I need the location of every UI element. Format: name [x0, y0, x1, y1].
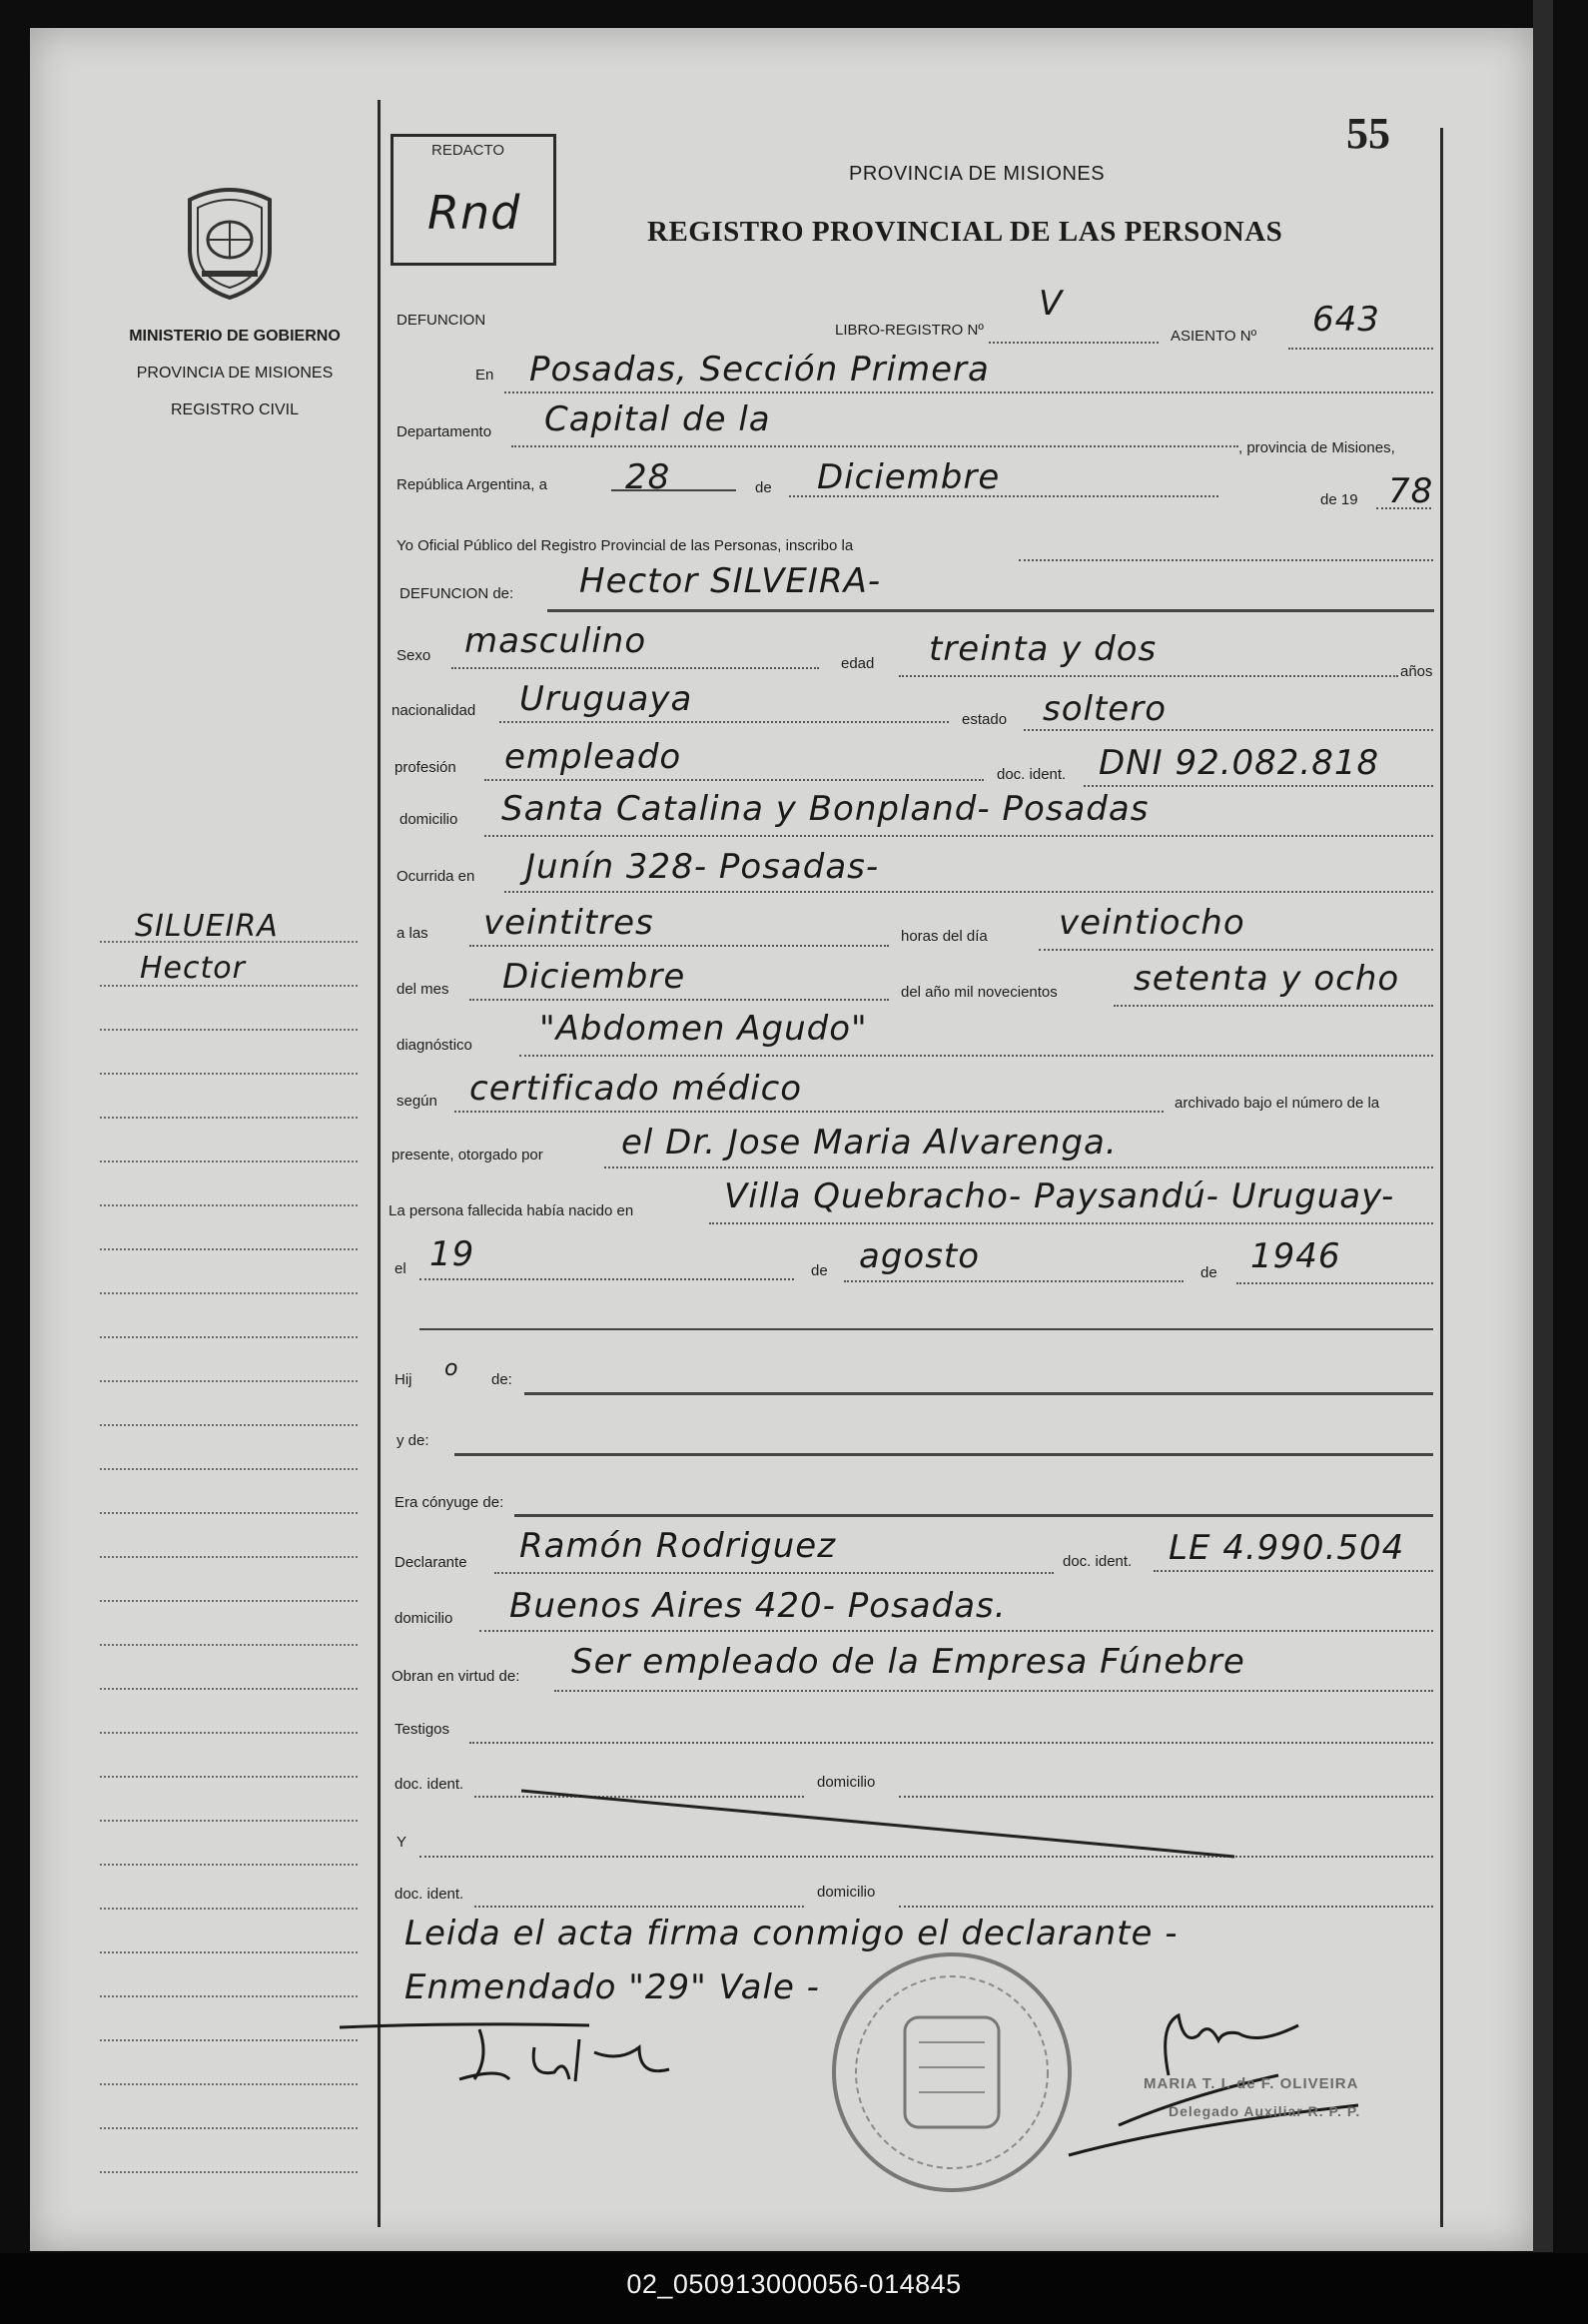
label-testigo1-doc: doc. ident.: [395, 1776, 464, 1793]
line-sexo: [451, 667, 819, 669]
value-del-ano: setenta y ocho: [1134, 959, 1400, 999]
line-doc-ident: [1084, 785, 1433, 787]
book-edge: [1533, 0, 1553, 2252]
label-en: En: [475, 367, 494, 384]
line-segun: [454, 1111, 1164, 1113]
label-nacido-en: La persona fallecida había nacido en: [389, 1202, 634, 1219]
label-hij: Hij: [395, 1371, 412, 1388]
line-mes: [789, 495, 1218, 497]
official-title: Delegado Auxiliar R. P. P.: [1169, 2103, 1361, 2119]
line-asiento: [1288, 348, 1433, 350]
line-ocurrida-en: [504, 891, 1433, 893]
label-nacionalidad: nacionalidad: [392, 702, 476, 719]
label-de-19: de 19: [1320, 491, 1358, 508]
label-de-mes: de: [755, 479, 772, 496]
label-profesion: profesión: [395, 759, 456, 776]
value-nacido-en: Villa Quebracho- Paysandú- Uruguay-: [724, 1176, 1395, 1216]
line-otorgado-por: [604, 1166, 1433, 1168]
label-provincia-misiones: , provincia de Misiones,: [1238, 439, 1395, 456]
header-registry: REGISTRO PROVINCIAL DE LAS PERSONAS: [647, 216, 1283, 248]
label-yo-oficial: Yo Oficial Público del Registro Provincial de las Personas, inscribo la: [397, 537, 854, 554]
value-declarante-domicilio: Buenos Aires 420- Posadas.: [509, 1586, 1007, 1626]
label-defuncion-de: DEFUNCION de:: [399, 585, 514, 602]
value-edad: treinta y dos: [929, 629, 1158, 669]
value-nac-mes: agosto: [859, 1236, 981, 1276]
line-declarante-doc: [1154, 1570, 1433, 1572]
label-conyuge: Era cónyuge de:: [395, 1494, 504, 1511]
label-declarante: Declarante: [395, 1554, 467, 1571]
header-province: PROVINCIA DE MISIONES: [849, 163, 1106, 185]
label-presente: presente, otorgado por: [392, 1147, 543, 1163]
label-testigo2-domicilio: domicilio: [817, 1884, 876, 1901]
line-edad: [899, 675, 1398, 677]
line-testigo2-domicilio: [899, 1906, 1433, 1908]
line-testigos: [469, 1742, 1433, 1744]
line-nac-dia: [419, 1278, 794, 1280]
label-sexo: Sexo: [397, 647, 431, 664]
label-testigo1-domicilio: domicilio: [817, 1774, 876, 1791]
label-ocurrida-en: Ocurrida en: [397, 868, 475, 885]
line-dia: [611, 489, 736, 491]
value-otorgado-por: el Dr. Jose Maria Alvarenga.: [621, 1123, 1118, 1162]
line-libro: [989, 342, 1159, 344]
line-nac-mes: [844, 1280, 1184, 1282]
value-mes: Diciembre: [817, 457, 1001, 497]
value-defuncion-de: Hector SILVEIRA-: [579, 561, 882, 601]
label-libro: LIBRO-REGISTRO Nº: [835, 322, 984, 339]
line-a-las: [469, 945, 889, 947]
value-domicilio: Santa Catalina y Bonpland- Posadas: [501, 789, 1150, 829]
value-segun: certificado médico: [469, 1069, 803, 1109]
label-departamento: Departamento: [397, 423, 492, 440]
line-ano: [1376, 507, 1431, 509]
label-horas-del-dia: horas del día: [901, 928, 988, 945]
official-round-stamp: [827, 1947, 1077, 2197]
value-diagnostico: "Abdomen Agudo": [539, 1009, 868, 1049]
value-nac-dia: 19: [429, 1234, 475, 1274]
label-a-las: a las: [397, 925, 428, 942]
value-libro: V: [1039, 284, 1064, 324]
value-nac-ano: 1946: [1250, 1236, 1341, 1276]
value-a-las: veintitres: [483, 903, 654, 943]
value-profesion: empleado: [504, 737, 682, 777]
ministry-block: [110, 318, 360, 428]
value-declarante-doc: LE 4.990.504: [1169, 1528, 1405, 1568]
line-horas-del-dia: [1039, 949, 1433, 951]
ministry-line-1: MINISTERIO DE GOBIERNO: [129, 328, 341, 345]
ministry-line-3: REGISTRO CIVIL: [170, 401, 300, 418]
value-ano: 78: [1388, 471, 1434, 511]
value-ocurrida-en: Junín 328- Posadas-: [525, 847, 880, 887]
value-declarante: Ramón Rodriguez: [519, 1526, 837, 1566]
line-en: [504, 391, 1433, 393]
official-name: MARIA T. I. de F. OLIVEIRA: [1144, 2075, 1359, 2092]
label-de-nac-ano: de: [1200, 1264, 1217, 1281]
declarant-signature: [340, 2017, 739, 2097]
coat-of-arms-icon: [180, 180, 280, 300]
strike-line: [519, 1783, 1238, 1863]
value-en: Posadas, Sección Primera: [529, 350, 990, 389]
label-y: Y: [397, 1834, 407, 1851]
redacto-initials: Rnd: [427, 186, 521, 240]
label-republica: República Argentina, a: [397, 476, 547, 493]
value-estado: soltero: [1043, 689, 1167, 729]
label-testigos: Testigos: [395, 1721, 450, 1738]
value-departamento: Capital de la: [544, 399, 771, 439]
page-number: 55: [1346, 109, 1390, 158]
line-declarante: [494, 1572, 1054, 1574]
value-horas-del-dia: veintiocho: [1059, 903, 1245, 943]
label-declarante-doc: doc. ident.: [1063, 1553, 1133, 1570]
line-del-ano: [1114, 1005, 1433, 1007]
line-nacionalidad: [499, 721, 949, 723]
line-yo-oficial: [1019, 559, 1433, 561]
label-hij-de: de:: [491, 1371, 512, 1388]
value-hij: o: [444, 1356, 459, 1381]
label-estado: estado: [962, 711, 1008, 728]
line-y-de: [454, 1453, 1433, 1456]
line-declarante-domicilio: [479, 1630, 1433, 1632]
value-nacionalidad: Uruguaya: [519, 679, 693, 719]
label-segun: según: [397, 1093, 437, 1110]
line-domicilio: [484, 835, 1433, 837]
line-testigo2-doc: [474, 1906, 804, 1908]
label-doc-ident: doc. ident.: [997, 766, 1067, 783]
label-de-nac-mes: de: [811, 1262, 828, 1279]
margin-name: Hector: [140, 951, 246, 986]
label-declarante-domicilio: domicilio: [395, 1610, 453, 1627]
label-domicilio: domicilio: [399, 811, 458, 828]
label-archivado: archivado bajo el número de la: [1175, 1095, 1380, 1112]
line-estado: [1024, 729, 1433, 731]
value-sexo: masculino: [464, 621, 647, 661]
line-departamento: [511, 445, 1238, 447]
label-obran: Obran en virtud de:: [392, 1668, 520, 1685]
margin-surname: SILUEIRA: [135, 909, 279, 944]
label-del-mes: del mes: [397, 981, 449, 998]
line-nac-ano: [1236, 1282, 1433, 1284]
label-asiento: ASIENTO Nº: [1171, 328, 1257, 345]
value-doc-ident: DNI 92.082.818: [1099, 743, 1380, 783]
scan-id: 02_050913000056-014845: [626, 2269, 962, 2299]
right-margin-rule: [1440, 128, 1443, 2227]
line-diagnostico: [519, 1055, 1433, 1057]
value-dia: 28: [625, 457, 671, 497]
label-el: el: [395, 1260, 406, 1277]
value-obran: Ser empleado de la Empresa Fúnebre: [571, 1642, 1245, 1682]
left-margin-rule: [378, 100, 381, 2227]
label-testigo2-doc: doc. ident.: [395, 1886, 464, 1903]
line-blank-1: [419, 1328, 1433, 1330]
line-conyuge: [514, 1514, 1433, 1517]
value-del-mes: Diciembre: [502, 957, 686, 997]
line-obran: [554, 1690, 1433, 1692]
label-diagnostico: diagnóstico: [397, 1037, 472, 1054]
label-edad: edad: [841, 655, 875, 672]
line-del-mes: [469, 999, 889, 1001]
line-profesion: [484, 779, 984, 781]
label-defuncion: DEFUNCION: [397, 312, 486, 329]
redacto-label: REDACTO: [431, 142, 505, 159]
closing-line-1: Leida el acta firma conmigo el declarante -: [404, 1914, 1179, 1953]
value-asiento: 643: [1312, 300, 1380, 340]
line-nacido-en: [709, 1222, 1433, 1224]
line-defuncion-de: [547, 609, 1434, 612]
label-y-de: y de:: [397, 1432, 429, 1449]
closing-line-2: Enmendado "29" Vale -: [404, 1967, 820, 2007]
ministry-line-2: PROVINCIA DE MISIONES: [136, 365, 334, 382]
label-anos: años: [1400, 663, 1433, 680]
line-hij: [524, 1392, 1433, 1395]
label-del-ano: del año mil novecientos: [901, 984, 1058, 1001]
